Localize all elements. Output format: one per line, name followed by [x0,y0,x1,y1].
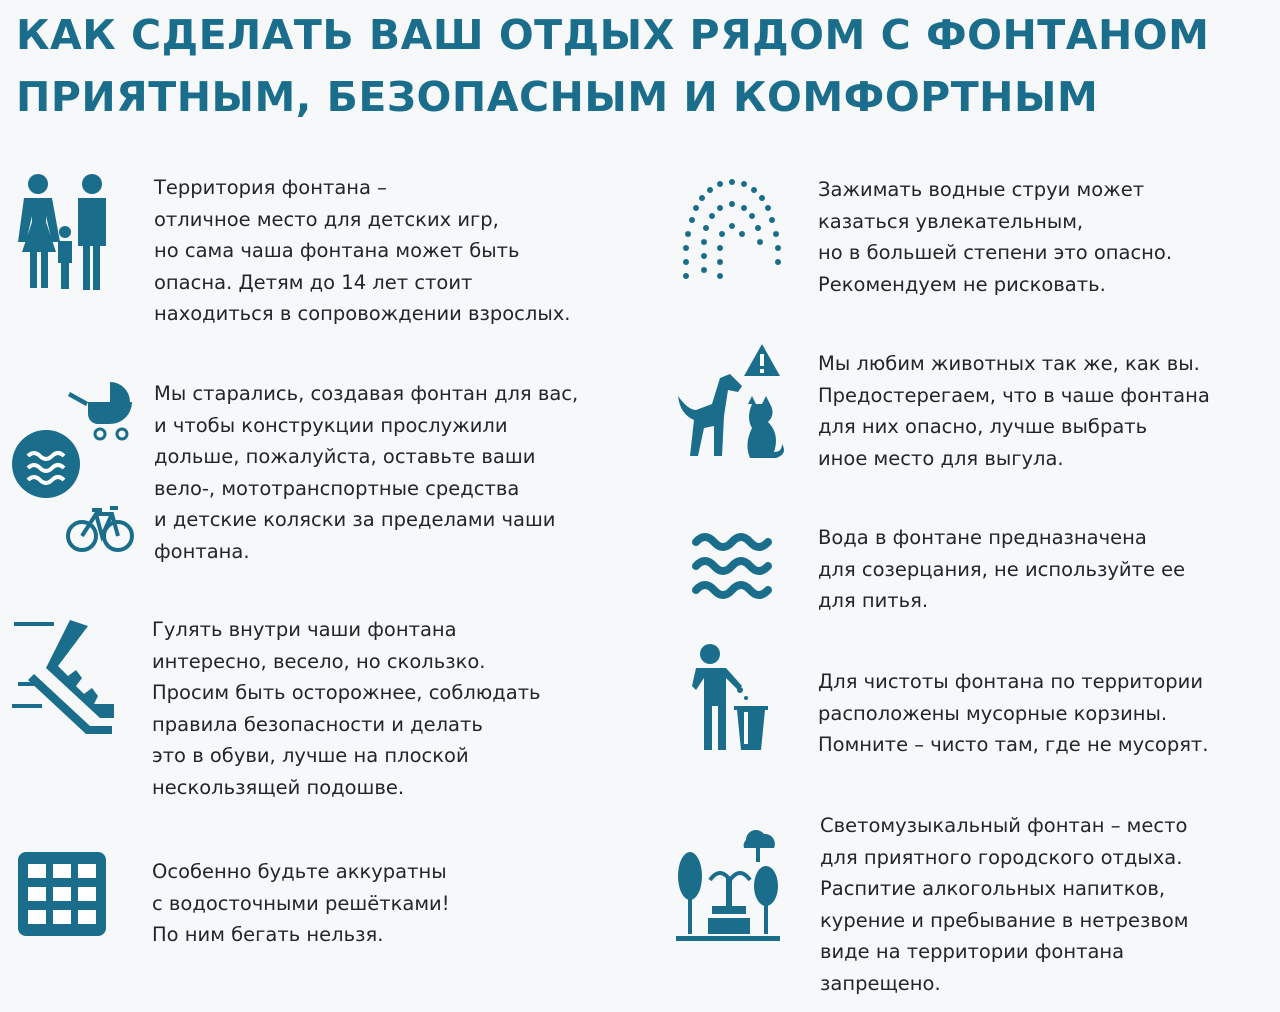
pets-warning-icon [676,340,788,468]
tip-line: дольше, пожалуйста, оставьте ваши [154,445,536,468]
tip-line: запрещено. [820,971,941,995]
tip-line: с водосточными решётками! [152,891,450,915]
page-title [16,4,1266,128]
tip-line: вело-, мототранспортные средства [154,476,520,500]
tip-line: Рекомендуем не рисковать. [818,272,1106,296]
tip-line: Особенно будьте аккуратны [152,860,447,883]
tip-line: но в большей степени это опасно. [818,241,1173,264]
tip-line: и детские коляски за пределами чаши [154,508,556,531]
tip-line: Просим быть осторожнее, соблюдать [152,681,541,704]
tip-line: Светомузыкальный фонтан – место [820,814,1188,837]
stroller-bicycle-icon [10,378,140,558]
tip-line: интересно, весело, но скользко. [152,649,486,673]
tip-line: Зажимать водные струи может [818,178,1145,201]
title-line-1: КАК СДЕЛАТЬ ВАШ ОТДЫХ РЯДОМ С ФОНТАНОМ [16,11,1210,59]
tip-line: Вода в фонтане предназначена [818,526,1147,549]
tip-line: Мы любим животных так же, как вы. [818,352,1200,375]
tip-line: для них опасно, лучше выбрать [818,415,1148,438]
tip-line: казаться увлекательным, [818,209,1084,233]
tip-line: для приятного городского отдыха. [820,845,1183,869]
tip-line: Для чистоты фонтана по территории [818,670,1204,693]
trash-bin-icon [684,644,774,752]
tip-line: для созерцания, не используйте ее [818,557,1186,581]
tip-line: Территория фонтана – [154,176,387,199]
water-jets-icon [676,176,788,292]
tip-line: опасна. Детям до 14 лет стоит [154,270,473,294]
tip-line: но сама чаша фонтана может быть [154,239,520,262]
tip-line: виде на территории фонтана [820,940,1125,963]
water-waves-icon [690,528,776,602]
tip-line: это в обуви, лучше на плоской [152,744,469,767]
tip-line: находиться в сопровождении взрослых. [154,302,571,325]
tip-line: нескользящей подошве. [152,775,405,799]
tip-line: Мы старались, создавая фонтан для вас, [154,382,579,405]
family-icon [14,172,116,290]
shoe-icon [12,618,118,740]
tip-line: для питья. [818,589,929,612]
park-fountain-icon [676,822,780,946]
tip-line: фонтана. [154,539,250,563]
tip-line: отличное место для детских игр, [154,207,499,231]
tip-line: Гулять внутри чаши фонтана [152,618,457,641]
tip-line: курение и пребывание в нетрезвом [820,908,1189,932]
drain-grate-icon [16,850,108,938]
tip-line: расположены мусорные корзины. [818,701,1168,725]
tip-line: и чтобы конструкции прослужили [154,413,508,437]
title-line-2: ПРИЯТНЫМ, БЕЗОПАСНЫМ И КОМФОРТНЫМ [16,73,1099,121]
tip-line: По ним бегать нельзя. [152,923,384,946]
tip-line: правила безопасности и делать [152,712,483,736]
tip-line: иное место для выгула. [818,446,1064,470]
tip-line: Распитие алкогольных напитков, [820,877,1166,900]
tip-line: Предостерегаем, что в чаше фонтана [818,383,1210,407]
tip-line: Помните – чисто там, где не мусорят. [818,733,1209,756]
